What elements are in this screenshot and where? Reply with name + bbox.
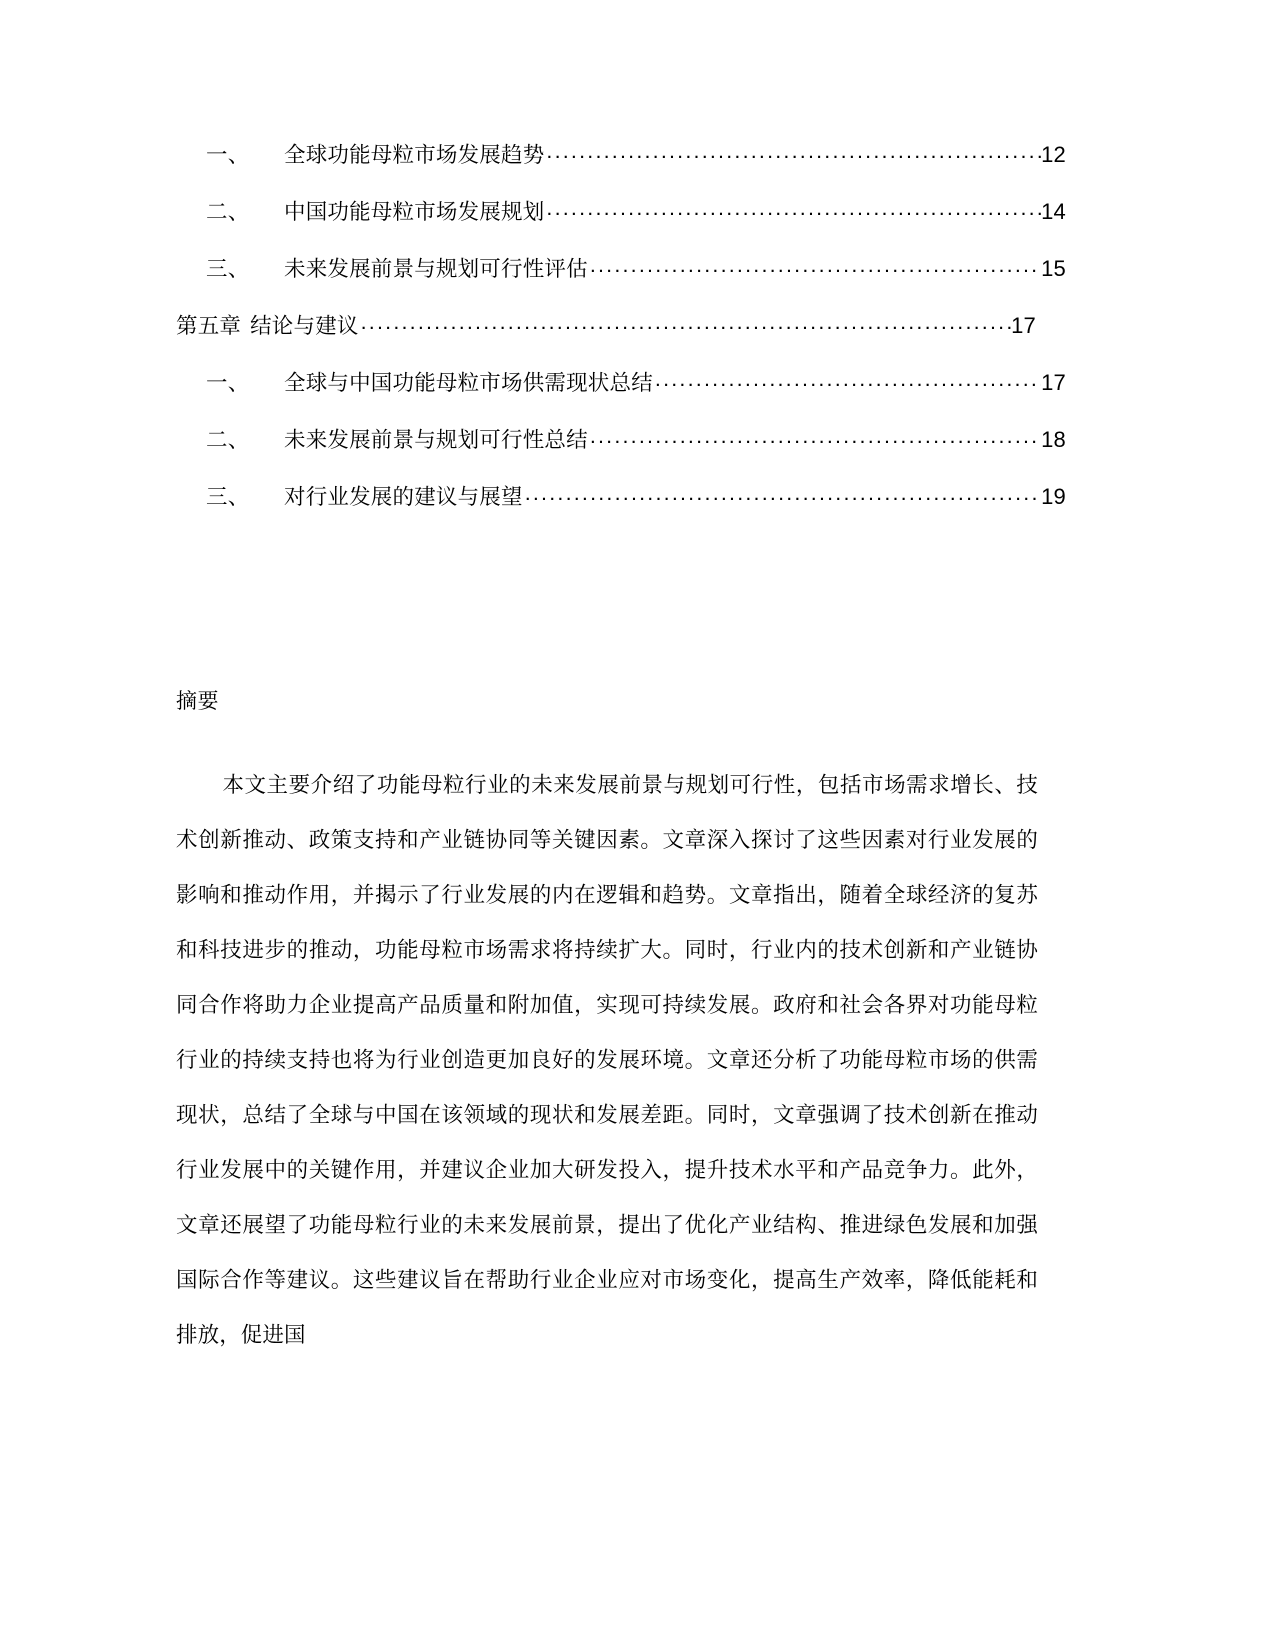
toc-entry-marker: 三、 bbox=[206, 256, 250, 281]
toc-leader-dots bbox=[525, 482, 1041, 504]
toc-entry-title: 全球功能母粒市场发展趋势 bbox=[284, 142, 545, 167]
toc-entry-page-number: 15 bbox=[1041, 255, 1066, 281]
toc-entry[interactable] bbox=[176, 254, 1066, 311]
toc-entry-marker: 一、 bbox=[206, 142, 250, 167]
toc-leader-dots bbox=[546, 197, 1041, 219]
toc-entry-marker: 二、 bbox=[206, 427, 250, 452]
toc-leader-dots bbox=[655, 368, 1041, 390]
toc-entry-title: 未来发展前景与规划可行性总结 bbox=[284, 427, 588, 452]
toc-leader-dots bbox=[590, 425, 1041, 447]
toc-entry-page-number: 17 bbox=[1011, 312, 1036, 338]
toc-leader-dots bbox=[546, 140, 1041, 162]
toc-entry-page-number: 12 bbox=[1041, 141, 1066, 167]
toc-entry-page-number: 19 bbox=[1041, 483, 1066, 509]
toc-entry-title: 对行业发展的建议与展望 bbox=[284, 484, 523, 509]
toc-entry-marker: 三、 bbox=[206, 484, 250, 509]
page-content-column bbox=[176, 0, 1066, 1363]
abstract-heading: 摘要 bbox=[176, 690, 219, 713]
toc-entry-page-number: 14 bbox=[1041, 198, 1066, 224]
toc-leader-dots bbox=[361, 311, 1012, 333]
toc-entry-marker: 第五章 bbox=[176, 313, 242, 338]
toc-entry[interactable] bbox=[176, 368, 1066, 425]
abstract-section bbox=[176, 539, 1036, 1363]
table-of-contents bbox=[176, 0, 1066, 539]
toc-entry[interactable] bbox=[176, 140, 1066, 197]
toc-entry-title: 全球与中国功能母粒市场供需现状总结 bbox=[284, 370, 653, 395]
toc-entry[interactable] bbox=[176, 482, 1066, 539]
abstract-paragraph-text: 本文主要介绍了功能母粒行业的未来发展前景与规划可行性，包括市场需求增长、技术创新推动、政策支持和产业链协同等关键因素。文章深入探讨了这些因素对行业发展的影响和推动作用，并揭示了行业发展的内在逻辑和趋势。文章指出，随着全球经济的复苏和科技进步的推动，功能母粒市场需求将持续扩大。同时，行业内的技术创新和产业链协同合作将助力企业提高产品质量和附加值，实现可持续发展。政府和社会各界对功能母粒行业的持续支持也将为行业创造更加良好的发展环境。文章还分析了功能母粒市场的供需现状，总结了全球与中国在该领域的现状和发展差距。同时，文章强调了技术创新在推动行业发展中的关键作用，并建议企业加大研发投入，提升技术水平和产品竞争力。此外，文章还展望了功能母粒行业的未来发展前景，提出了优化产业结构、推进绿色发展和加强国际合作等建议。这些建议旨在帮助行业企业应对市场变化，提高生产效率，降低能耗和排放，促进国 bbox=[176, 773, 1038, 1347]
toc-entry-marker: 二、 bbox=[206, 199, 250, 224]
toc-entry-title: 未来发展前景与规划可行性评估 bbox=[284, 256, 588, 281]
toc-entry-title: 中国功能母粒市场发展规划 bbox=[284, 199, 545, 224]
toc-entry-title: 结论与建议 bbox=[250, 313, 359, 338]
toc-leader-dots bbox=[590, 254, 1041, 276]
toc-entry-marker: 一、 bbox=[206, 370, 250, 395]
toc-entry[interactable] bbox=[176, 197, 1066, 254]
toc-entry-page-number: 17 bbox=[1041, 369, 1066, 395]
toc-entry-chapter[interactable] bbox=[176, 311, 1036, 368]
abstract-paragraph bbox=[176, 758, 1038, 1363]
toc-entry-page-number: 18 bbox=[1041, 426, 1066, 452]
toc-entry[interactable] bbox=[176, 425, 1066, 482]
